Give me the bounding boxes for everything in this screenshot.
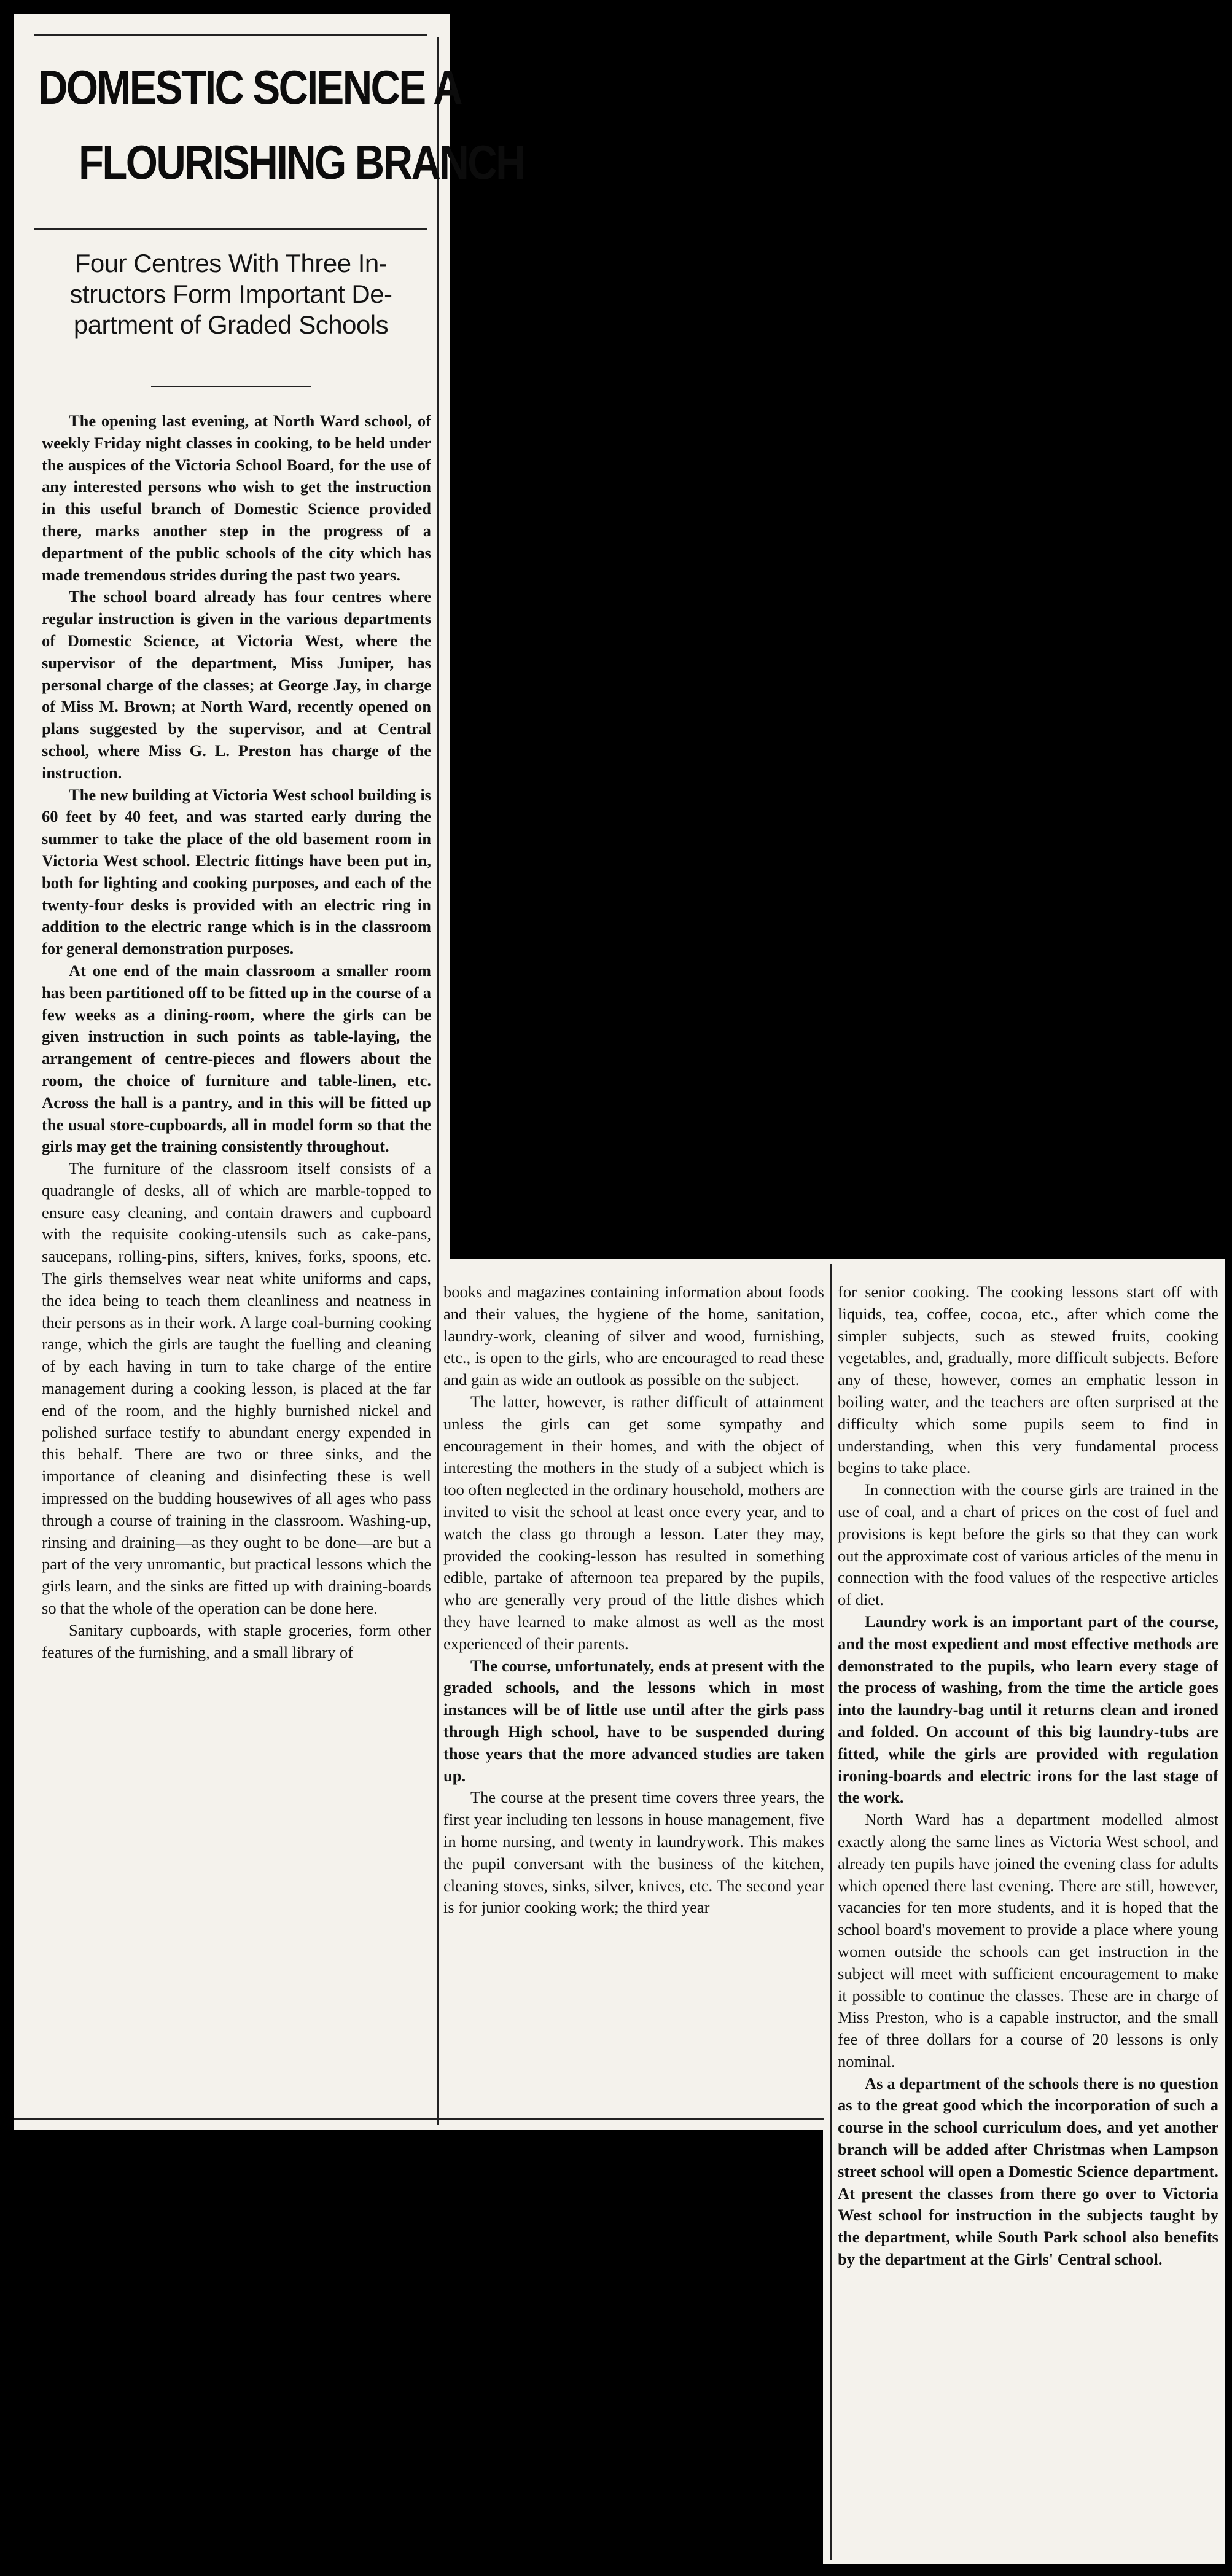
article-column-1 bbox=[42, 410, 431, 2113]
col1-paragraph-6: Sanitary cupboards, with staple groceries, form other features of the furnishing, and a small library of bbox=[42, 1620, 431, 1661]
subheadline bbox=[34, 248, 427, 340]
headline-line-1: DOMESTIC SCIENCE A bbox=[38, 60, 462, 114]
article-column-3 bbox=[838, 1281, 1218, 2561]
col3-paragraph-3: Laundry work is an important part of the course, and the most expedient and most effective methods are demonstrated to the pupils, who learn every stage of the process of washing, from the time the article goes into the laundry-bag until it returns clean and ironed and folded. On account of this big laundry-tubs are fitted, while the girls are provided with regulation ironing-boards and electric irons for the last stage of the work. bbox=[838, 1612, 1218, 1807]
subheadline-line-1: Four Centres With Three In- bbox=[74, 249, 388, 278]
subheadline-line-3: partment of Graded Schools bbox=[73, 310, 389, 339]
redaction-bottom-left bbox=[14, 2130, 823, 2576]
col3-paragraph-1: for senior cooking. The cooking lessons start off with liquids, tea, coffee, cocoa, etc., after which come the simpler subjects, such as stewed fruits, cooking vegetables, and, gradually, more difficult subjects. Before any of these, however, comes an emphatic lesson in boiling water, and the teachers are often surprised at the difficulty which some pupils seem to find in understanding, when this very fundamental process begins to take place. bbox=[838, 1282, 1218, 1477]
column-rule-middle bbox=[830, 1264, 832, 2560]
headline-rule bbox=[34, 228, 427, 230]
col1-paragraph-5: The furniture of the classroom itself consists of a quadrangle of desks, all of which are marble-topped to ensure easy cleaning, and contain drawers and cupboard with the requisite cooking-utensils such as cake-pans, saucepans, rolling-pins, sifters, knives, forks, spoons, etc. The girls themselves wear neat white uniforms and caps, the idea being to teach them cleanliness and neatness in their persons as in their work. A large coal-burning cooking range, which the girls are taught the fuelling and cleaning of by each having in turn to take charge of the entire management during a cooking lesson, is placed at the far end of the room, and the highly burnished nickel and polished surface testify to abundant energy expended in this behalf. There are two or three sinks, and the importance of cleaning and disinfecting these is well impressed on the budding housewives of all ages who pass through a course of training in the classroom. Washing-up, rinsing and draining—as they ought to be done—are but a part of the very unromantic, but practical lessons which the girls learn, and the sinks are fitted up with draining-boards so that the whole of the operation can be done here. bbox=[42, 1159, 431, 1618]
article-column-2 bbox=[443, 1281, 824, 2118]
col1-paragraph-1: The opening last evening, at North Ward school, of weekly Friday night classes in cooking, to be held under the auspices of the Victoria School Board, for the use of any interested persons who wish to get the instruction in this useful branch of Domestic Science provided there, marks another step in the progress of a department of the public schools of the city which has made tremendous strides during the past two years. bbox=[42, 412, 431, 584]
col1-paragraph-2: The school board already has four centres where regular instruction is given in the various departments of Domestic Science, at Victoria West, where the supervisor of the department, Miss Juniper, has personal charge of the classes; at George Jay, in charge of Miss M. Brown; at North Ward, recently opened on plans suggested by the supervisor, and at Central school, where Miss G. L. Preston has charge of the instruction. bbox=[42, 587, 431, 782]
col3-paragraph-5: As a department of the schools there is no question as to the great good which the incorporation of such a course in the school curriculum does, and yet another branch will be added after Christmas when Lampson street school will open a Domestic Science department. At present the classes from there go over to Victoria West school for instruction in the subjects taught by the department, while South Park school also benefits by the department at the Girls' Central school. bbox=[838, 2074, 1218, 2269]
col1-paragraph-4: At one end of the main classroom a smaller room has been partitioned off to be fitted up in the course of a few weeks as a dining-room, where the girls can be given instruction in such points as table-laying, the arrangement of centre-pieces and flowers about the room, the choice of furniture and table-linen, etc. Across the hall is a pantry, and in this will be fitted up the usual store-cupboards, all in model form so that the girls may get the training consistently throughout. bbox=[42, 961, 431, 1156]
col2-paragraph-1: books and magazines containing information about foods and their values, the hygiene of the home, sanitation, laundry-work, cleaning of silver and wood, furnishing, etc., is open to the girls, who are encouraged to read these and gain as wide an outlook as possible on the subject. bbox=[443, 1282, 824, 1389]
col2-paragraph-4: The course at the present time covers three years, the first year including ten lessons in house management, five in home nursing, and twenty in laundrywork. This makes the pupil conversant with the business of the kitchen, cleaning stoves, sinks, silver, knives, etc. The second year is for junior cooking work; the third year bbox=[443, 1788, 824, 1917]
col3-paragraph-2: In connection with the course girls are trained in the use of coal, and a chart of prices on the cost of fuel and provisions is kept before the girls so that they can work out the approximate cost of various articles of the menu in connection with the food values of the respective articles of diet. bbox=[838, 1480, 1218, 1609]
redaction-top-right bbox=[450, 14, 1225, 1259]
col2-paragraph-2: The latter, however, is rather difficult of attainment unless the girls can get some sympathy and encouragement in their homes, and with the object of interesting the mothers in the study of a subject which is too often neglected in the ordinary household, mothers are invited to visit the school at least once every year, and to watch the class go through a lesson. Later they may, provided the cooking-lesson has resulted in something edible, partake of afternoon tea prepared by the pupils, who are generally very proud of the little dishes which they have learned to make almost as well as the most experienced of their parents. bbox=[443, 1392, 824, 1653]
deck-rule bbox=[151, 386, 311, 387]
column-rule-left bbox=[437, 37, 439, 2125]
subheadline-line-2: structors Form Important De- bbox=[69, 279, 392, 308]
col3-paragraph-4: North Ward has a department modelled almost exactly along the same lines as Victoria West school, and already ten pupils have joined the evening class for adults which opened there last evening. There are still, however, vacancies for ten more students, and it is hoped that the school board's movement to provide a place where young women outside the schools can get instruction in the subject will meet with sufficient encouragement to make it possible to continue the classes. These are in charge of Miss Preston, who is a capable instructor, and the small fee of three dollars for a course of 20 lessons is only nominal. bbox=[838, 1810, 1218, 2071]
col1-paragraph-3: The new building at Victoria West school building is 60 feet by 40 feet, and was started early during the summer to take the place of the old basement room in Victoria West school. Electric fittings have been put in, both for lighting and cooking purposes, and each of the twenty-four desks is provided with an electric ring in addition to the electric range which is in the classroom for general demonstration purposes. bbox=[42, 785, 431, 958]
headline-line-2: FLOURISHING BRANCH bbox=[79, 135, 524, 189]
top-rule bbox=[34, 34, 427, 36]
bottom-rule bbox=[14, 2118, 824, 2120]
col2-paragraph-3: The course, unfortunately, ends at present with the graded schools, and the lessons which in most instances will be of little use until after the girls pass through High school, have to be suspended during those years that the more advanced studies are taken up. bbox=[443, 1656, 824, 1785]
